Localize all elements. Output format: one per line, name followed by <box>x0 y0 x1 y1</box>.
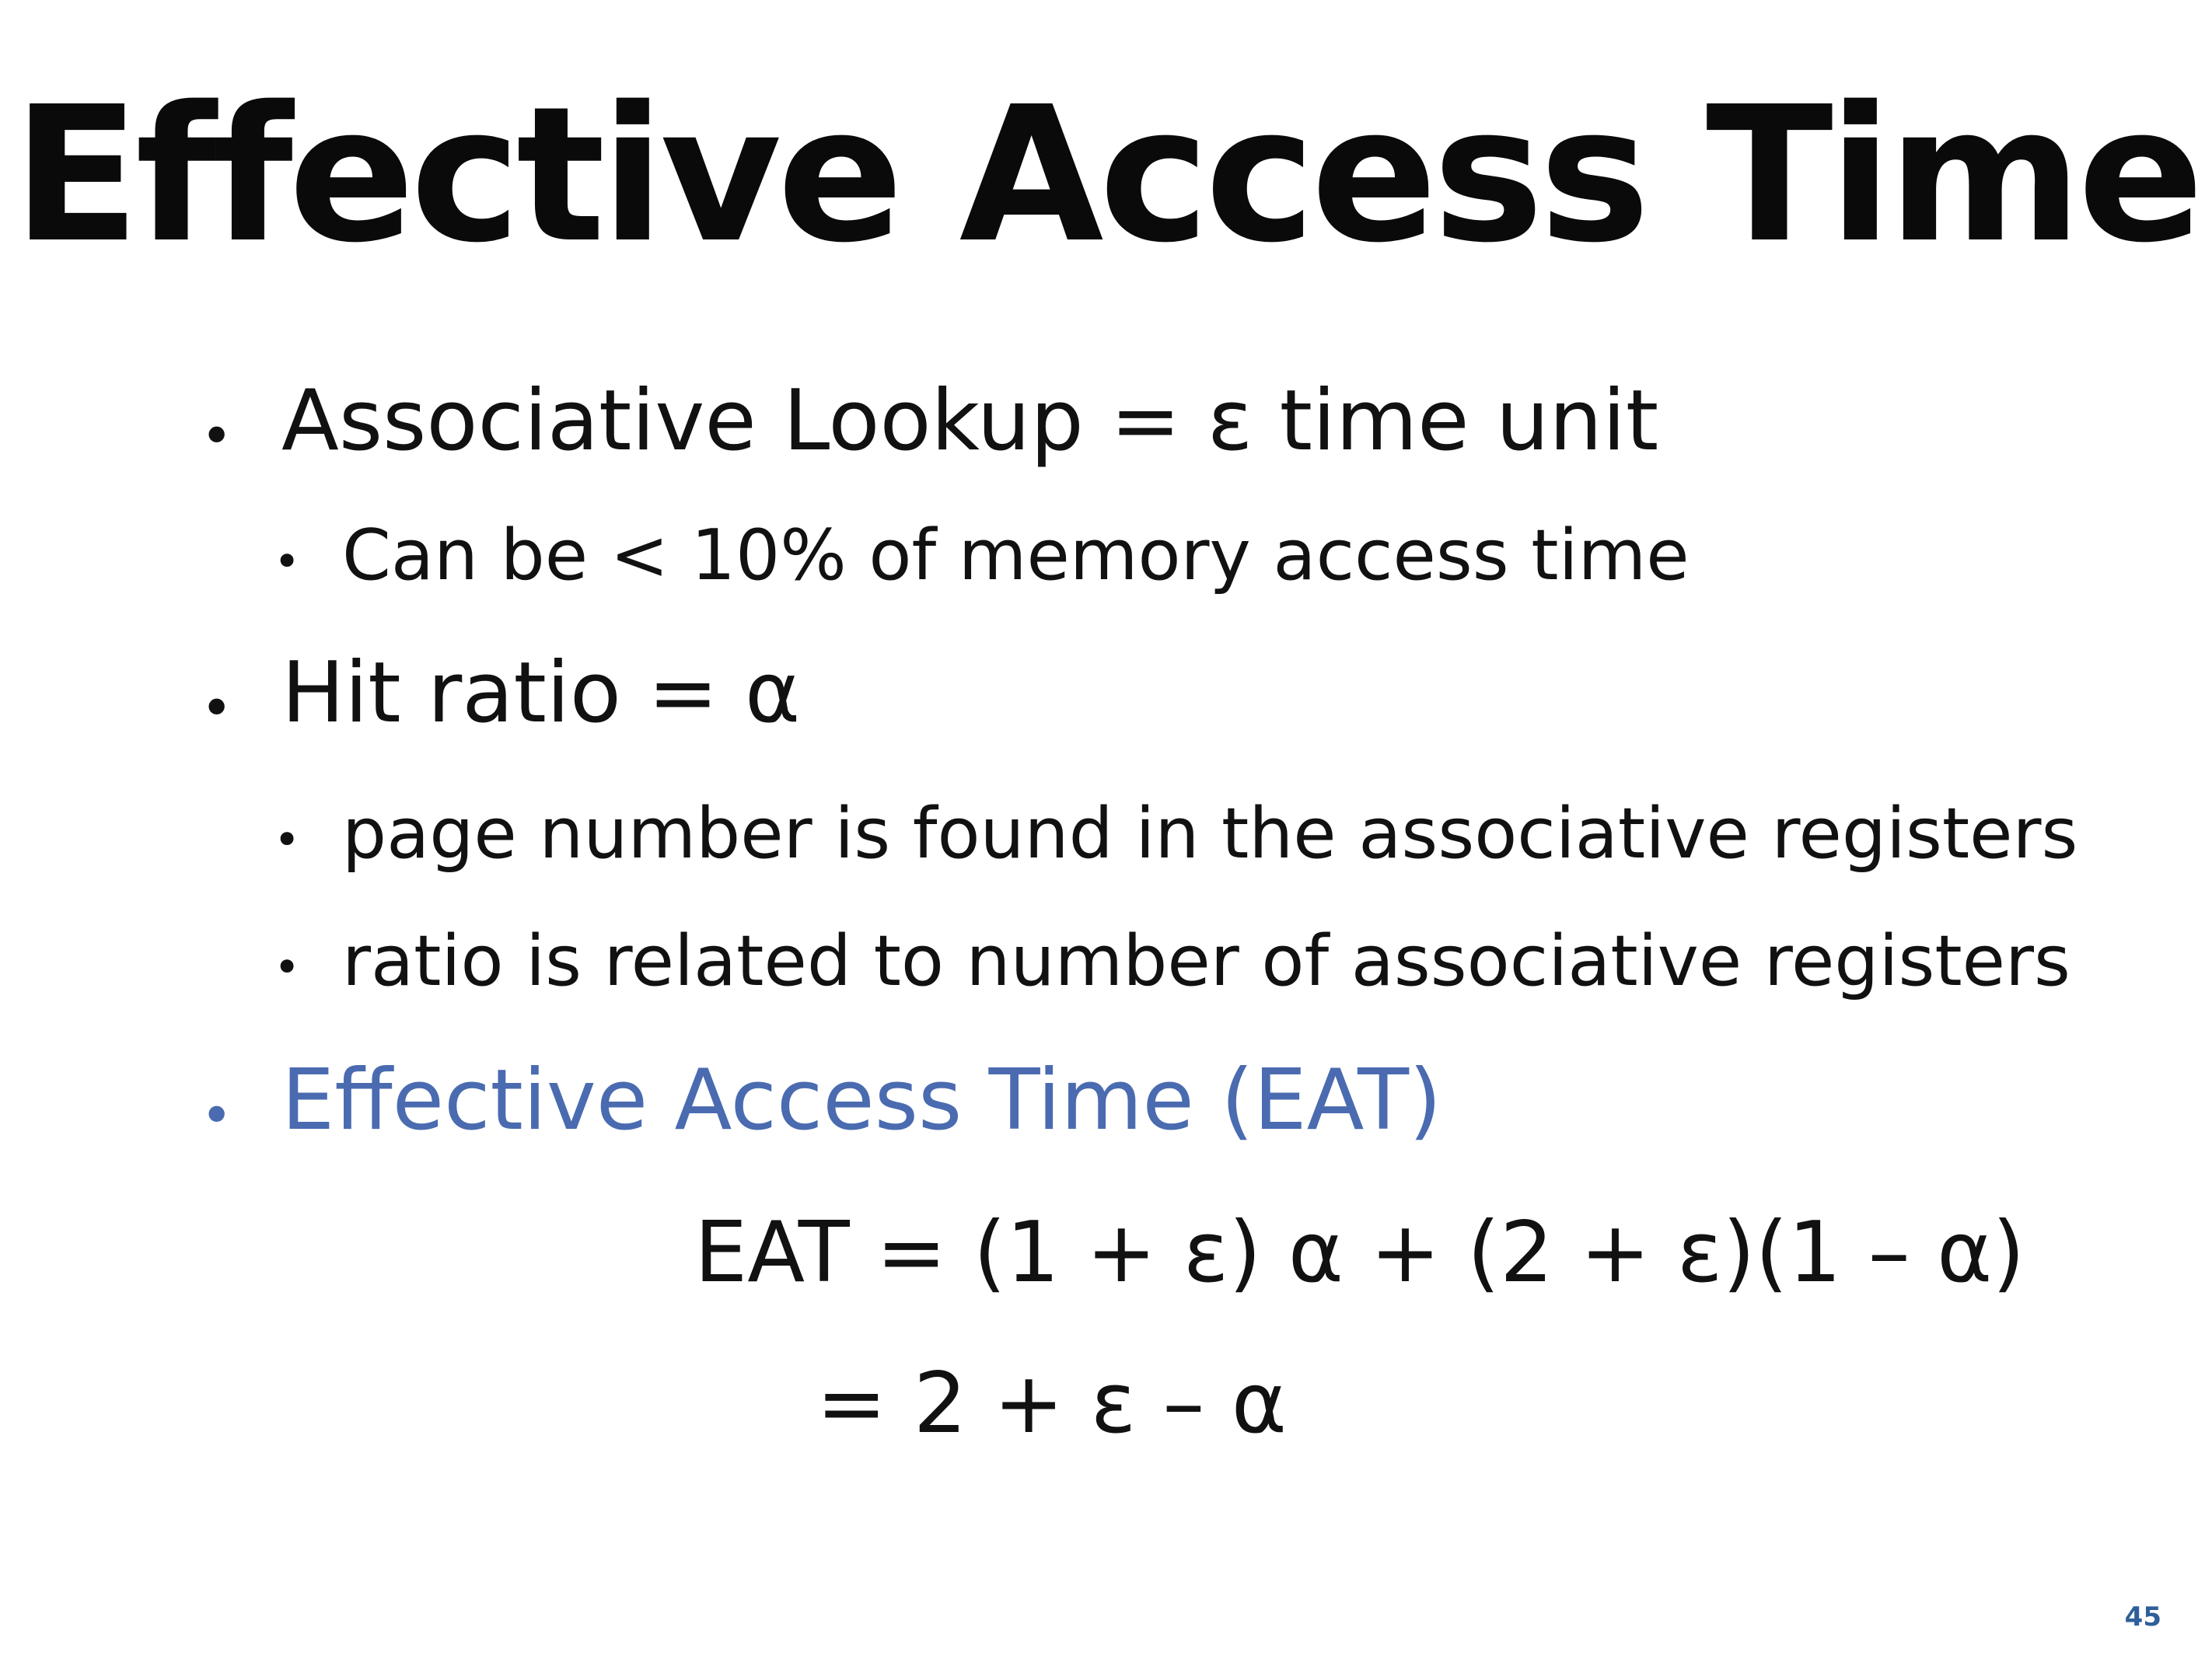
sub-bullet-marker: • <box>274 535 301 588</box>
page-number: 45 <box>2124 1601 2161 1633</box>
slide-title: Effective Access Time <box>12 66 2200 284</box>
sub-bullet-page-number-found: page number is found in the associative registers <box>342 793 2078 875</box>
bullet-marker: • <box>201 1084 233 1147</box>
sub-bullet-lookup-time: Can be < 10% of memory access time <box>342 515 1690 596</box>
bullet-marker: • <box>201 676 233 740</box>
sub-bullet-marker: • <box>274 941 301 994</box>
equation-eat-simplified: = 2 + ε – α <box>816 1355 1287 1452</box>
sub-bullet-marker: • <box>274 813 301 866</box>
equation-eat: EAT = (1 + ε) α + (2 + ε)(1 – α) <box>694 1204 2025 1301</box>
bullet-marker: • <box>201 404 233 468</box>
sub-bullet-ratio-related: ratio is related to number of associative registers <box>342 920 2070 1002</box>
bullet-associative-lookup: Associative Lookup = ε time unit <box>281 372 1659 470</box>
bullet-hit-ratio: Hit ratio = α <box>281 644 801 742</box>
bullet-effective-access-time: Effective Access Time (EAT) <box>281 1052 1442 1149</box>
